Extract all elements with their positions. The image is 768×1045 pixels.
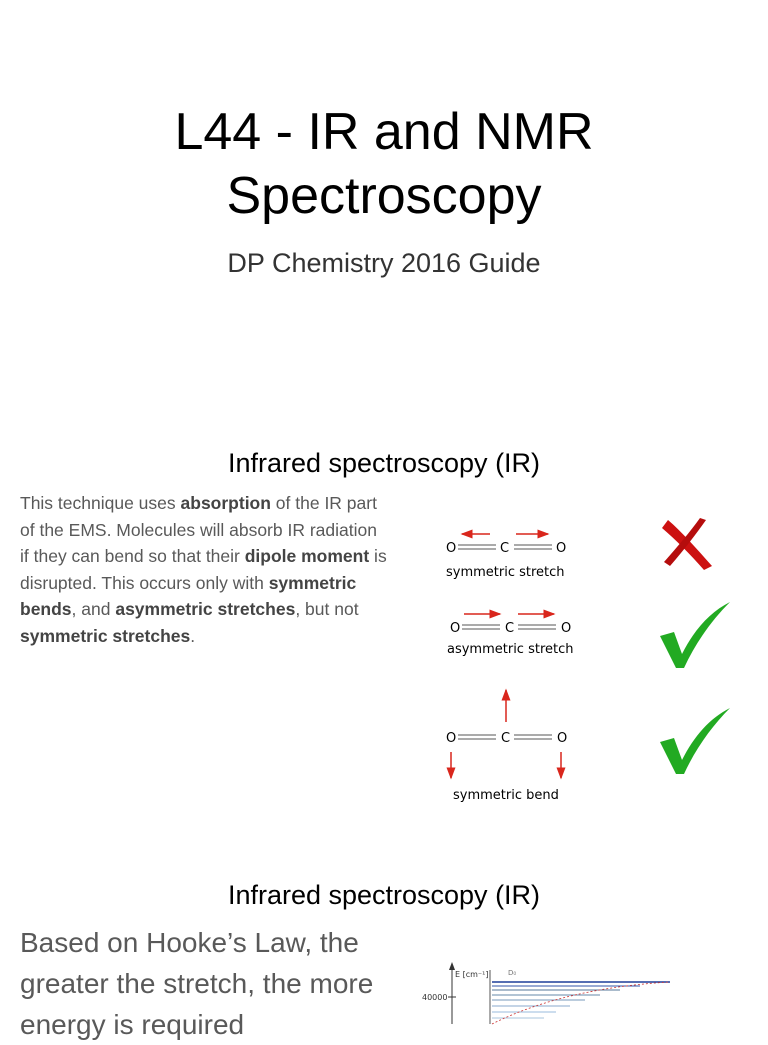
corner-label: D₀ bbox=[508, 969, 517, 977]
atom-o-right: O bbox=[557, 731, 568, 746]
atom-o-left: O bbox=[446, 541, 457, 556]
atom-c: C bbox=[500, 541, 510, 556]
atom-o-left: O bbox=[450, 621, 461, 636]
atom-o-right: O bbox=[561, 621, 572, 636]
paragraph-text: of the IR part of the EMS. Molecules will absorb IR radiation if they can bend so that their bbox=[20, 493, 377, 566]
slide-subtitle: DP Chemistry 2016 Guide bbox=[227, 248, 541, 278]
atom-o-left: O bbox=[446, 731, 457, 746]
paragraph-text: , but not bbox=[295, 599, 359, 619]
y-axis-arrow bbox=[449, 962, 455, 970]
hookes-law-text: Based on Hooke’s Law, the greater the stretch, the more energy is required bbox=[20, 927, 374, 1040]
atom-o-right: O bbox=[556, 541, 567, 556]
bold-term: symmetric stretches bbox=[20, 625, 191, 646]
atom-c: C bbox=[501, 731, 511, 746]
energy-levels bbox=[492, 982, 670, 1018]
bold-term: dipole moment bbox=[244, 546, 370, 566]
paragraph-text: , and bbox=[71, 599, 116, 619]
bold-term: absorption bbox=[180, 493, 271, 513]
mode-label: asymmetric stretch bbox=[447, 642, 574, 657]
title-line-2: Spectroscopy bbox=[226, 167, 542, 225]
title-line-1: L44 - IR and NMR bbox=[174, 103, 594, 161]
ir-section-heading: Infrared spectroscopy (IR) bbox=[227, 448, 541, 478]
bold-term: asymmetric stretches bbox=[115, 599, 296, 619]
paragraph-text: This technique uses bbox=[20, 493, 181, 513]
y-axis-label: E [cm⁻¹] bbox=[455, 970, 489, 979]
ir-section-heading-2: Infrared spectroscopy (IR) bbox=[227, 880, 541, 910]
paragraph-text: . bbox=[190, 625, 196, 646]
bold-term: symmetric bends bbox=[20, 572, 357, 619]
paragraph-text: is disrupted. This occurs only with bbox=[20, 546, 387, 593]
atom-c: C bbox=[505, 621, 515, 636]
tick-label: 40000 bbox=[422, 993, 448, 1002]
mode-label: symmetric stretch bbox=[446, 565, 565, 580]
mode-label: symmetric bend bbox=[453, 788, 559, 803]
